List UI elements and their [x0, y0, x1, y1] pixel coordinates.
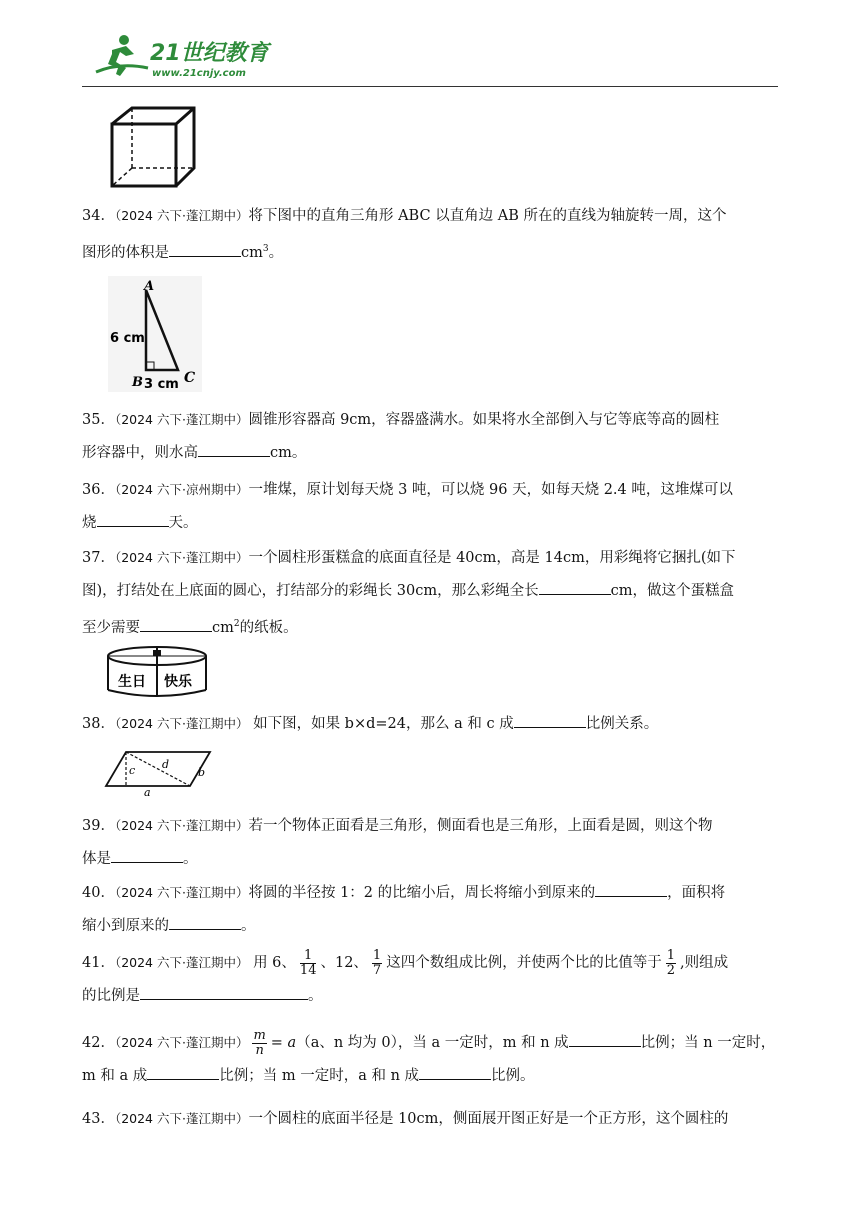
question-35: 35．（2024 六下·蓬江期中）圆锥形容器高 9cm，容器盛满水。如果将水全部倒入与它等底等高的圆柱 形容器中，则水高 cm。: [82, 412, 720, 461]
answer-blank[interactable]: [569, 1032, 641, 1047]
fraction: $\frac{m}{n}$: [253, 1027, 266, 1058]
question-43: 43．（2024 六下·蓬江期中）一个圆柱的底面半径是 10cm，侧面展开图正好是一个正方形，这个圆柱的: [82, 1111, 729, 1127]
fraction: $\frac{1}{2}$: [666, 947, 675, 978]
answer-blank[interactable]: [169, 915, 241, 930]
answer-blank[interactable]: [140, 985, 308, 1000]
svg-text:6 cm: 6 cm: [110, 331, 145, 346]
answer-blank[interactable]: [140, 617, 212, 632]
logo-main-text: 21世纪教育: [150, 41, 269, 66]
answer-blank[interactable]: [595, 882, 667, 897]
site-logo: [90, 32, 280, 82]
answer-blank[interactable]: [419, 1065, 491, 1080]
svg-text:3 cm: 3 cm: [144, 377, 179, 392]
parallelogram-figure: [102, 748, 214, 796]
answer-blank[interactable]: [539, 580, 611, 595]
triangle-figure: [108, 276, 202, 392]
logo-sub-text: www.21cnjy.com: [152, 68, 246, 79]
question-39: 39．（2024 六下·蓬江期中）若一个物体正面看是三角形，侧面看也是三角形，上面看是圆，则这个物 体是 。: [82, 818, 713, 867]
fraction: $\frac{1}{7}$: [372, 947, 382, 978]
svg-text:d: d: [162, 758, 170, 771]
question-41: 41．（2024 六下·蓬江期中） 用 6、 $\frac{1}{14}$ 、12、 $\frac{1}{7}$ 这四个数组成比例，并使两个比的比值等于 $\frac{1}{2}$ ,则组成 的比例是 。: [82, 947, 729, 1004]
answer-blank[interactable]: [514, 713, 586, 728]
svg-text:快乐: 快乐: [164, 674, 192, 690]
svg-text:A: A: [144, 279, 155, 294]
question-42: 42．（2024 六下·蓬江期中） $\frac{m}{n}$ = a（a、n 均为 0），当 a 一定时，m 和 n 成 比例；当 n 一定时， m 和 a 成 比例；当 m 一定时，a 和 n 成 比例。: [82, 1027, 776, 1084]
question-38: 38．（2024 六下·蓬江期中） 如下图，如果 b×d=24，那么 a 和 c 成 比例关系。: [82, 707, 778, 741]
svg-text:C: C: [184, 370, 196, 386]
answer-blank[interactable]: [198, 442, 270, 457]
question-34: 34．（2024 六下·蓬江期中）将下图中的直角三角形 ABC 以直角边 AB 所在的直线为轴旋转一周，这个 图形的体积是 $cm^3$。: [82, 208, 727, 261]
page-header: [82, 30, 778, 86]
svg-text:生日: 生日: [118, 674, 146, 690]
answer-blank[interactable]: [147, 1065, 219, 1080]
answer-blank[interactable]: [111, 848, 183, 863]
fraction: $\frac{1}{14}$: [299, 947, 317, 978]
svg-text:B: B: [132, 375, 143, 390]
question-36: 36．（2024 六下·凉州期中）一堆煤，原计划每天烧 3 吨，可以烧 96 天，如每天烧 2.4 吨，这堆煤可以 烧 天。: [82, 482, 733, 531]
answer-blank[interactable]: [169, 242, 241, 257]
svg-text:a: a: [144, 786, 151, 796]
svg-text:c: c: [129, 764, 136, 777]
cake-box-figure: [104, 644, 214, 700]
runner-icon: [96, 35, 148, 76]
header-rule: [82, 86, 778, 87]
question-40: 40．（2024 六下·蓬江期中）将圆的半径按 1：2 的比缩小后，周长将缩小到原来的 ，面积将 缩小到原来的 。: [82, 876, 778, 943]
answer-blank[interactable]: [97, 512, 169, 527]
question-37: 37．（2024 六下·蓬江期中）一个圆柱形蛋糕盒的底面直径是 40cm，高是 14cm，用彩绳将它捆扎(如下 图)，打结处在上底面的圆心，打结部分的彩绳长 30cm，那么彩绳全长 cm，做这个蛋糕盒 至少需要 $cm^2$的纸板。: [82, 550, 736, 636]
cube-figure: [108, 104, 198, 190]
svg-text:b: b: [198, 766, 206, 779]
